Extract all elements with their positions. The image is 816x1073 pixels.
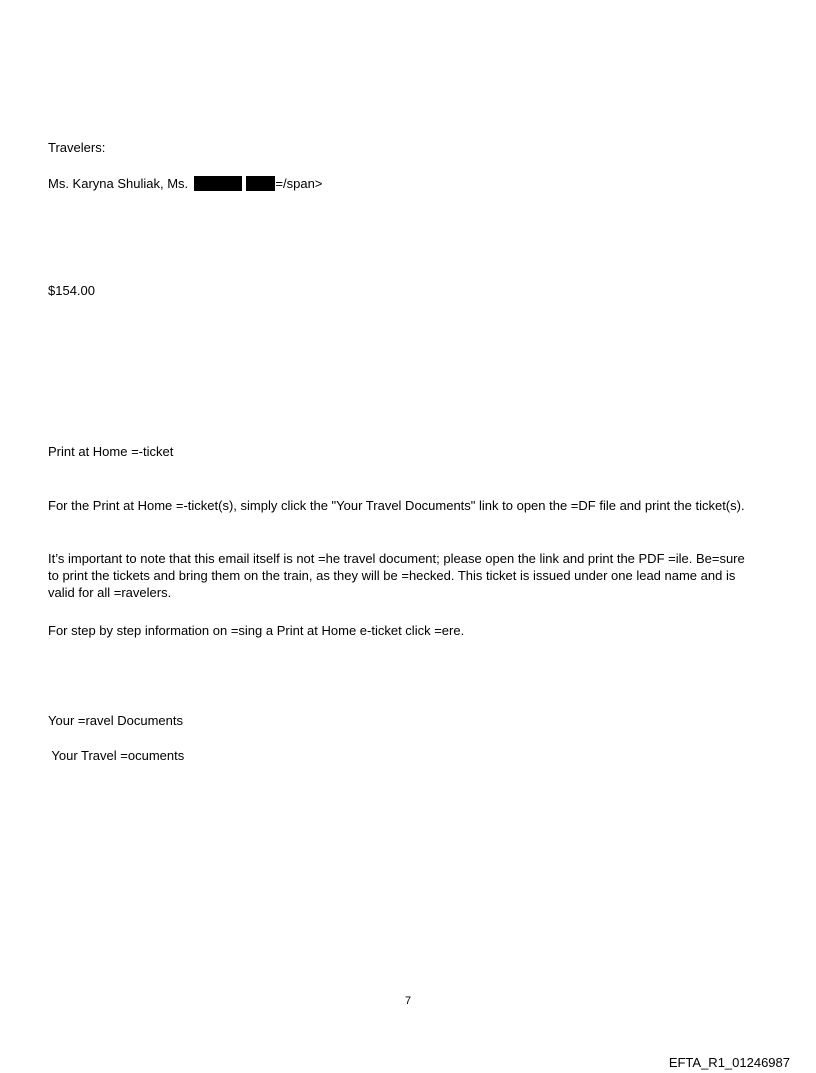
redaction-block	[194, 176, 242, 191]
step-by-step-paragraph: For step by step information on =sing a Print at Home e-ticket click =ere.	[48, 623, 465, 638]
documents-heading: Your =ravel Documents	[48, 713, 184, 728]
notice-paragraph: It’s important to note that this email itself is not =he travel document; please open the link and print the PDF =ile. Be=sure to print the tickets and bring them on the train, as they will be =hecked. This ticket is issued under one lead name and is valid for all =ravelers.	[48, 551, 745, 600]
travelers-line	[48, 175, 322, 192]
redaction-block	[246, 176, 275, 191]
travelers-label: Travelers:	[48, 140, 106, 155]
ticket-type: Print at Home =-ticket	[48, 444, 174, 459]
page-number: 7	[404, 995, 412, 1007]
document-id: EFTA_R1_01246987	[668, 1055, 790, 1070]
travel-documents-link[interactable]: Your Travel =ocuments	[48, 748, 185, 763]
price: $154.00	[48, 283, 95, 298]
instructions-paragraph: For the Print at Home =-ticket(s), simply click the "Your Travel Documents" link to open the =DF file and print the ticket(s).	[48, 498, 745, 513]
travelers-names: Ms. Karyna Shuliak, Ms.	[48, 176, 189, 191]
travelers-suffix: =/span>	[275, 176, 323, 191]
